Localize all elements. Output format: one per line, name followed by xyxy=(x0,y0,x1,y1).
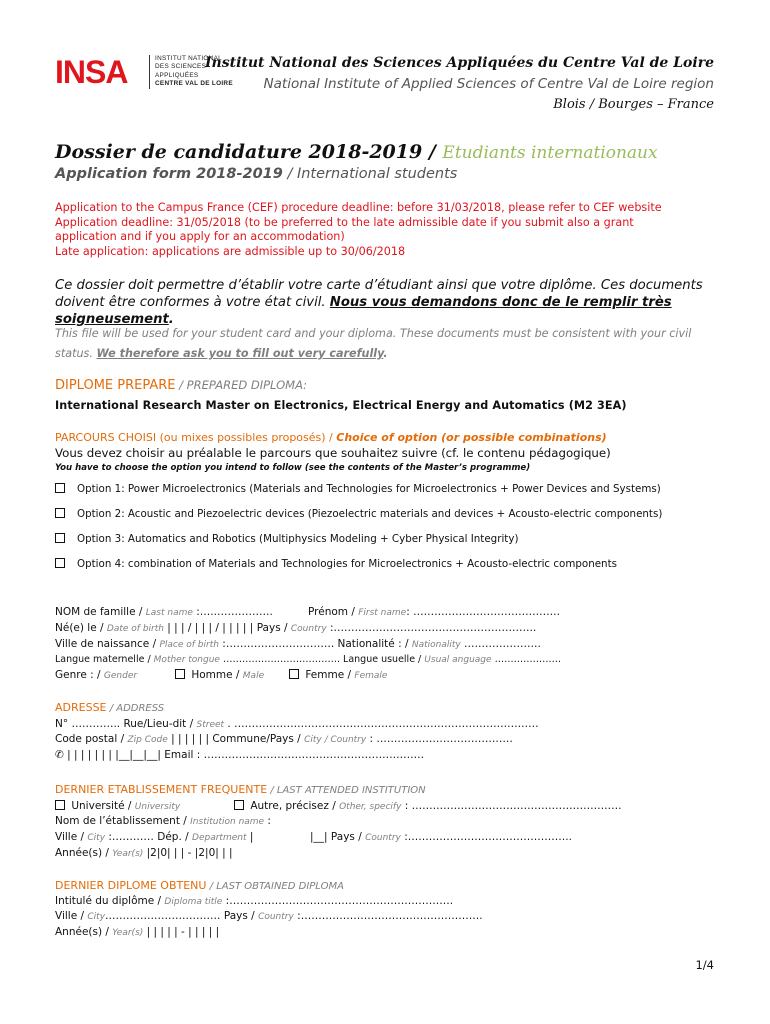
intro-french xyxy=(55,277,715,328)
logo-line: CENTRE VAL DE LOIRE xyxy=(155,80,233,88)
intro-fr-text: Ce dossier doit permettre d’établir votre carte d’étudiant ainsi que votre diplôme. Ces documents doivent être conformes à votre état civil. xyxy=(55,278,703,310)
title-main: Dossier de candidature 2018-2019 xyxy=(55,141,423,163)
option-row xyxy=(55,558,617,570)
institution-name-field[interactable]: Nom de l’établissement / Institution name : xyxy=(55,815,271,827)
parcours-instruction-fr: Vous devez choisir au préalable le parcours que souhaitez suivre (cf. le contenu pédagogique) xyxy=(55,446,611,460)
institution-location: Blois / Bourges – France xyxy=(553,97,714,112)
logo-line: DES SCIENCES xyxy=(155,63,207,71)
intro-en-text: This file will be used for your student card and your diploma. These documents must be consistent with your civil status. xyxy=(55,327,692,360)
title-sub: Etudiants internationaux xyxy=(442,143,658,163)
institution-years-field[interactable]: Année(s) / Year(s) |2|0| | | - |2|0| | | xyxy=(55,847,233,859)
last-institution-heading: DERNIER ETABLISSEMENT FREQUENTE / LAST ATTENDED INSTITUTION xyxy=(55,783,426,796)
birth-date-country-field[interactable]: Né(e) le / Date of birth | | | / | | | / | | | | | Pays / Country :…………………………………………………. xyxy=(55,622,537,634)
logo-divider xyxy=(149,55,150,89)
intro-fr-emphasis: Nous vous demandons donc de le remplir très soigneusement xyxy=(55,295,672,327)
page-subtitle xyxy=(55,166,457,182)
logo-line: INSTITUT NATIONAL xyxy=(155,55,222,62)
intro-en-emphasis: We therefore ask you to fill out very carefully xyxy=(96,347,384,360)
intro-en-end: . xyxy=(383,347,388,360)
birthplace-nationality-field[interactable]: Ville de naissance / Place of birth :…………………………. Nationalité : / Nationality …………………. xyxy=(55,638,541,650)
option-label: Option 4: combination of Materials and Technologies for Microelectronics + Acousto-electric components xyxy=(77,558,617,570)
option-1-checkbox[interactable] xyxy=(55,483,65,493)
street-field[interactable]: N° ………….. Rue/Lieu-dit / Street . …………………………………………………………………………… xyxy=(55,718,539,730)
zip-city-field[interactable]: Code postal / Zip Code | | | | | | Commune/Pays / City / Country : ………………………………… xyxy=(55,733,513,745)
option-row xyxy=(55,483,661,495)
diploma-years-field[interactable]: Année(s) / Year(s) | | | | | - | | | | | xyxy=(55,926,220,938)
option-3-checkbox[interactable] xyxy=(55,533,65,543)
notice-line: Late application: applications are admissible up to 30/06/2018 xyxy=(55,244,406,258)
notice-line: Application to the Campus France (CEF) procedure deadline: before 31/03/2018, please refer to CEF website xyxy=(55,201,662,214)
insa-logo xyxy=(55,54,233,97)
option-row xyxy=(55,533,518,545)
university-option[interactable]: Université / University xyxy=(55,800,180,812)
subtitle-rest: / International students xyxy=(282,166,458,182)
other-institution-option[interactable]: Autre, précisez / Other, specify : …………………………………………………… xyxy=(234,800,622,812)
address-heading: ADRESSE / ADDRESS xyxy=(55,701,165,714)
female-checkbox[interactable] xyxy=(289,669,299,679)
diploma-city-country-field[interactable]: Ville / City…………………………… Pays / Country :……………………………………………. xyxy=(55,910,483,922)
last-name-field[interactable]: NOM de famille / Last name :…..……………. xyxy=(55,606,273,618)
diploma-heading xyxy=(55,378,307,393)
phone-icon: ✆ xyxy=(55,749,64,761)
subtitle-main: Application form 2018-2019 xyxy=(55,166,283,182)
gender-female-option[interactable]: Femme / Female xyxy=(289,669,387,681)
other-checkbox[interactable] xyxy=(234,800,244,810)
first-name-field[interactable]: Prénom / First name: …………………………………… xyxy=(308,606,561,618)
intro-fr-end: . xyxy=(168,312,174,327)
page-number: 1/4 xyxy=(695,958,714,972)
option-label: Option 3: Automatics and Robotics (Multiphysics Modeling + Cyber Physical Integrity) xyxy=(77,533,519,545)
male-checkbox[interactable] xyxy=(175,669,185,679)
phone-email-field[interactable]: ✆ | | | | | | | |__|__|__| Email : ……………………………………………………… xyxy=(55,749,425,761)
parcours-instruction-en: You have to choose the option you intend to follow (see the contents of the Master’s programme) xyxy=(55,463,531,473)
diploma-heading-en: / PREPARED DIPLOMA: xyxy=(175,378,308,392)
logo-wordmark: INSA xyxy=(55,54,128,90)
languages-field[interactable]: Langue maternelle / Mother tongue ………………………………. Langue usuelle / Usual anguage ………………… xyxy=(55,654,562,665)
institution-country-field[interactable]: |__| Pays / Country :……………………………………….. xyxy=(310,831,572,843)
gender-field: Genre : / Gender xyxy=(55,669,138,681)
parcours-heading-en: Choice of option (or possible combinations) xyxy=(336,431,607,444)
institution-city-field[interactable]: Ville / City :………… Dép. / Department | xyxy=(55,831,254,843)
page-title xyxy=(55,141,658,163)
option-label: Option 2: Acoustic and Piezoelectric devices (Piezoelectric materials and devices + Acousto-electric components) xyxy=(77,508,663,520)
option-4-checkbox[interactable] xyxy=(55,558,65,568)
option-label: Option 1: Power Microelectronics (Materials and Technologies for Microelectronics + Power Devices and Systems) xyxy=(77,483,661,495)
university-checkbox[interactable] xyxy=(55,800,65,810)
last-diploma-heading: DERNIER DIPLOME OBTENU / LAST OBTAINED DIPLOMA xyxy=(55,879,344,892)
deadline-notices xyxy=(55,201,715,259)
institution-name-en: National Institute of Applied Sciences of Centre Val de Loire region xyxy=(263,76,714,92)
notice-line: application and if you apply for an accommodation) xyxy=(55,230,345,243)
gender-male-option[interactable]: Homme / Male xyxy=(175,669,264,681)
option-row xyxy=(55,508,662,520)
diploma-title-field[interactable]: Intitulé du diplôme / Diploma title :………………………………………………………. xyxy=(55,895,454,907)
logo-line: APPLIQUÉES xyxy=(155,71,199,79)
option-2-checkbox[interactable] xyxy=(55,508,65,518)
diploma-heading-fr: DIPLOME PREPARE xyxy=(55,378,176,393)
intro-english xyxy=(55,324,720,364)
parcours-heading-fr: PARCOURS CHOISI (ou mixes possibles proposés) / xyxy=(55,431,337,444)
notice-line: Application deadline: 31/05/2018 (to be preferred to the late admissible date if you submit also a grant xyxy=(55,215,634,229)
title-slash: / xyxy=(428,141,436,163)
institution-name-fr: Institut National des Sciences Appliquées du Centre Val de Loire xyxy=(205,55,714,71)
parcours-heading xyxy=(55,431,607,444)
diploma-name: International Research Master on Electronics, Electrical Energy and Automatics (M2 3EA) xyxy=(55,399,627,412)
